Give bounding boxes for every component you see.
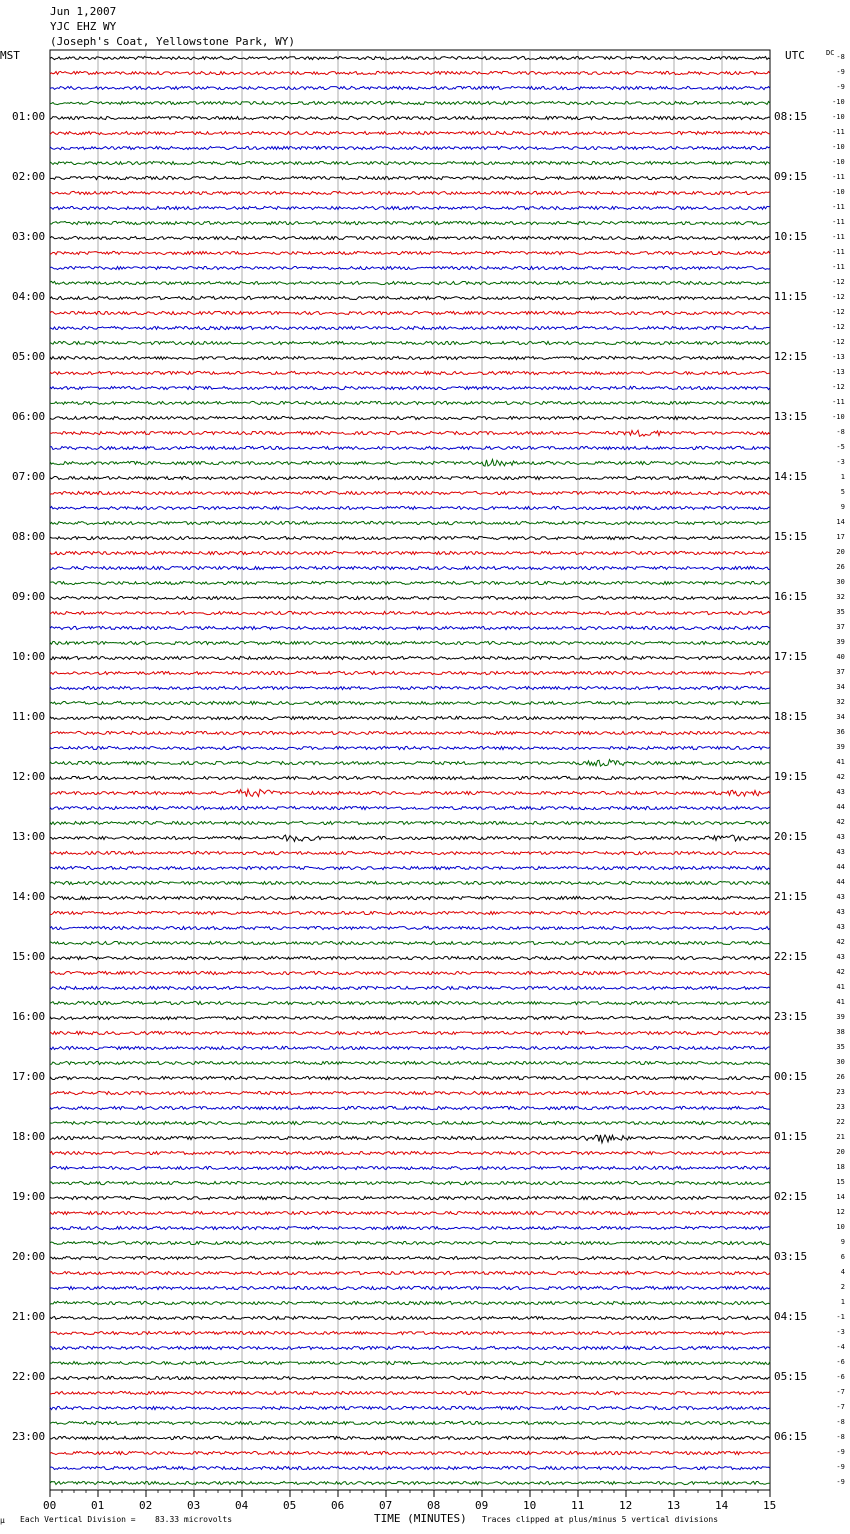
trace-line — [50, 956, 770, 959]
dc-offset-label: -12 — [832, 278, 845, 286]
dc-offset-label: -10 — [832, 143, 845, 151]
trace-line — [50, 1241, 770, 1244]
left-hour-label: 12:00 — [12, 770, 46, 783]
trace-line — [50, 459, 770, 466]
dc-offset-label: -6 — [836, 1358, 845, 1366]
x-tick-label: 00 — [43, 1499, 57, 1512]
x-tick-label: 11 — [571, 1499, 585, 1512]
dc-offset-label: -7 — [836, 1403, 845, 1411]
trace-line — [50, 401, 770, 404]
trace-line — [50, 311, 770, 314]
trace-line — [50, 760, 770, 767]
trace-line — [50, 71, 770, 74]
left-hour-label: 06:00 — [12, 410, 46, 423]
left-hour-label: 10:00 — [12, 650, 46, 663]
dc-offset-label: 1 — [840, 1298, 845, 1306]
dc-offset-label: 35 — [836, 608, 845, 616]
dc-offset-label: -8 — [836, 53, 845, 61]
trace-line — [50, 116, 770, 119]
left-hour-label: 16:00 — [12, 1010, 46, 1023]
right-hour-label: 20:15 — [774, 830, 808, 843]
dc-offset-label: 30 — [836, 1058, 845, 1066]
dc-offset-label: 21 — [836, 1133, 845, 1141]
trace-line — [50, 641, 770, 644]
right-hour-label: 22:15 — [774, 950, 808, 963]
trace-line — [50, 476, 770, 479]
dc-offset-label: -10 — [832, 113, 845, 121]
dc-offset-label: -12 — [832, 293, 845, 301]
x-tick-label: 07 — [379, 1499, 393, 1512]
dc-offset-label: 43 — [836, 788, 845, 796]
left-hour-label: 17:00 — [12, 1070, 46, 1083]
dc-offset-label: 36 — [836, 728, 845, 736]
x-tick-label: 08 — [427, 1499, 441, 1512]
trace-line — [50, 746, 770, 749]
trace-line — [50, 521, 770, 524]
trace-line — [50, 821, 770, 824]
right-timezone-label: UTC — [785, 49, 805, 62]
left-hour-label: 23:00 — [12, 1430, 46, 1443]
dc-offset-label: 37 — [836, 668, 845, 676]
dc-offset-label: -9 — [836, 1463, 845, 1471]
trace-line — [50, 866, 770, 869]
dc-offset-label: 14 — [836, 518, 845, 526]
dc-offset-label: 38 — [836, 1028, 845, 1036]
division-label: Each Vertical Division = — [20, 1515, 136, 1524]
dc-offset-label: -12 — [832, 323, 845, 331]
dc-offset-label: -10 — [832, 98, 845, 106]
right-hour-label: 12:15 — [774, 350, 808, 363]
trace-line — [50, 1181, 770, 1184]
left-hour-label: 18:00 — [12, 1130, 46, 1143]
x-tick-label: 10 — [523, 1499, 537, 1512]
trace-line — [50, 430, 770, 436]
right-hour-label: 16:15 — [774, 590, 808, 603]
trace-line — [50, 926, 770, 929]
dc-offset-label: -3 — [836, 458, 845, 466]
dc-offset-label: -6 — [836, 1373, 845, 1381]
dc-offset-label: 39 — [836, 638, 845, 646]
dc-offset-label: -8 — [836, 1433, 845, 1441]
trace-line — [50, 146, 770, 149]
dc-offset-label: -11 — [832, 203, 845, 211]
dc-offset-label: -8 — [836, 1418, 845, 1426]
right-hour-label: 00:15 — [774, 1070, 808, 1083]
dc-offset-label: -9 — [836, 68, 845, 76]
left-hour-label: 14:00 — [12, 890, 46, 903]
trace-line — [50, 1151, 770, 1154]
trace-line — [50, 1316, 770, 1319]
dc-offset-label: 15 — [836, 1178, 845, 1186]
dc-offset-label: 43 — [836, 953, 845, 961]
trace-line — [50, 731, 770, 734]
trace-line — [50, 1346, 770, 1349]
dc-offset-label: 22 — [836, 1118, 845, 1126]
trace-line — [50, 536, 770, 539]
trace-line — [50, 1031, 770, 1034]
dc-offset-label: 42 — [836, 773, 845, 781]
right-hour-label: 15:15 — [774, 530, 808, 543]
trace-line — [50, 356, 770, 359]
trace-line — [50, 1106, 770, 1109]
x-tick-label: 14 — [715, 1499, 729, 1512]
dc-offset-label: 39 — [836, 743, 845, 751]
trace-line — [50, 1436, 770, 1439]
dc-offset-label: 39 — [836, 1013, 845, 1021]
trace-line — [50, 416, 770, 419]
dc-offset-label: -10 — [832, 188, 845, 196]
dc-offset-label: 17 — [836, 533, 845, 541]
dc-column-label: DC — [826, 49, 835, 57]
trace-line — [50, 941, 770, 944]
dc-offset-label: 44 — [836, 803, 845, 811]
dc-offset-label: 18 — [836, 1163, 845, 1171]
trace-line — [50, 326, 770, 329]
trace-line — [50, 1046, 770, 1049]
trace-line — [50, 1331, 770, 1334]
dc-offset-label: 43 — [836, 893, 845, 901]
left-hour-label: 11:00 — [12, 710, 46, 723]
trace-line — [50, 701, 770, 704]
trace-line — [50, 611, 770, 614]
trace-line — [50, 131, 770, 134]
dc-offset-label: 20 — [836, 1148, 845, 1156]
trace-line — [50, 686, 770, 689]
left-timezone-label: MST — [0, 49, 20, 62]
dc-offset-label: 14 — [836, 1193, 845, 1201]
trace-line — [50, 1166, 770, 1169]
x-tick-label: 05 — [283, 1499, 297, 1512]
dc-offset-label: 23 — [836, 1088, 845, 1096]
right-hour-label: 18:15 — [774, 710, 808, 723]
dc-offset-label: 10 — [836, 1223, 845, 1231]
right-hour-label: 10:15 — [774, 230, 808, 243]
dc-offset-label: -13 — [832, 368, 845, 376]
trace-line — [50, 1121, 770, 1124]
dc-offset-label: 43 — [836, 848, 845, 856]
trace-line — [50, 281, 770, 284]
microvolt-scale-mark: μ — [0, 1516, 5, 1525]
trace-line — [50, 1061, 770, 1064]
left-hour-label: 21:00 — [12, 1310, 46, 1323]
trace-line — [50, 776, 770, 779]
dc-offset-label: -10 — [832, 413, 845, 421]
trace-line — [50, 806, 770, 809]
trace-line — [50, 971, 770, 974]
trace-line — [50, 1481, 770, 1484]
dc-offset-label: -9 — [836, 83, 845, 91]
trace-line — [50, 716, 770, 719]
trace-line — [50, 176, 770, 179]
x-tick-label: 12 — [619, 1499, 633, 1512]
clip-note: Traces clipped at plus/minus 5 vertical divisions — [482, 1515, 719, 1524]
x-tick-label: 03 — [187, 1499, 201, 1512]
right-hour-label: 08:15 — [774, 110, 808, 123]
dc-offset-label: 9 — [840, 1238, 845, 1246]
trace-line — [50, 566, 770, 569]
dc-offset-label: 4 — [840, 1268, 845, 1276]
dc-offset-label: 42 — [836, 938, 845, 946]
trace-line — [50, 296, 770, 299]
dc-offset-label: 32 — [836, 698, 845, 706]
trace-line — [50, 881, 770, 884]
trace-line — [50, 1076, 770, 1079]
trace-line — [50, 446, 770, 449]
trace-line — [50, 161, 770, 164]
trace-line — [50, 1226, 770, 1229]
trace-line — [50, 1361, 770, 1364]
header-date: Jun 1,2007 — [50, 5, 117, 18]
dc-offset-label: -11 — [832, 233, 845, 241]
left-hour-label: 19:00 — [12, 1190, 46, 1203]
right-hour-label: 11:15 — [774, 290, 808, 303]
trace-line — [50, 911, 770, 914]
dc-offset-label: -11 — [832, 128, 845, 136]
dc-offset-label: 41 — [836, 998, 845, 1006]
dc-offset-label: 44 — [836, 863, 845, 871]
trace-line — [50, 851, 770, 854]
dc-offset-label: -11 — [832, 173, 845, 181]
dc-offset-label: 44 — [836, 878, 845, 886]
trace-line — [50, 596, 770, 599]
dc-offset-label: 43 — [836, 923, 845, 931]
header-location: (Joseph's Coat, Yellowstone Park, WY) — [50, 35, 296, 48]
right-hour-label: 17:15 — [774, 650, 808, 663]
trace-line — [50, 1376, 770, 1379]
trace-line — [50, 341, 770, 344]
trace-line — [50, 371, 770, 374]
trace-line — [50, 1451, 770, 1454]
dc-offset-label: -9 — [836, 1478, 845, 1486]
dc-offset-label: -12 — [832, 383, 845, 391]
left-hour-label: 08:00 — [12, 530, 46, 543]
dc-offset-label: 43 — [836, 908, 845, 916]
trace-line — [50, 986, 770, 989]
trace-line — [50, 251, 770, 254]
trace-line — [50, 1301, 770, 1304]
trace-line — [50, 671, 770, 674]
right-hour-label: 23:15 — [774, 1010, 808, 1023]
x-tick-label: 02 — [139, 1499, 153, 1512]
trace-line — [50, 191, 770, 194]
dc-offset-label: -13 — [832, 353, 845, 361]
dc-offset-label: -1 — [836, 1313, 845, 1321]
right-hour-label: 21:15 — [774, 890, 808, 903]
right-hour-label: 05:15 — [774, 1370, 808, 1383]
dc-offset-label: 26 — [836, 563, 845, 571]
trace-line — [50, 789, 770, 796]
dc-offset-label: -10 — [832, 158, 845, 166]
dc-offset-label: 5 — [840, 488, 845, 496]
x-tick-label: 13 — [667, 1499, 681, 1512]
trace-line — [50, 551, 770, 554]
left-hour-label: 04:00 — [12, 290, 46, 303]
trace-line — [50, 1271, 770, 1274]
trace-line — [50, 1211, 770, 1214]
trace-line — [50, 236, 770, 239]
right-hour-label: 14:15 — [774, 470, 808, 483]
trace-line — [50, 266, 770, 269]
x-tick-label: 01 — [91, 1499, 105, 1512]
dc-offset-label: -8 — [836, 428, 845, 436]
trace-line — [50, 835, 770, 841]
left-hour-label: 20:00 — [12, 1250, 46, 1263]
left-hour-label: 05:00 — [12, 350, 46, 363]
trace-line — [50, 1286, 770, 1289]
dc-offset-label: -11 — [832, 218, 845, 226]
trace-line — [50, 206, 770, 209]
dc-offset-label: 20 — [836, 548, 845, 556]
trace-line — [50, 56, 770, 59]
header-station: YJC EHZ WY — [50, 20, 117, 33]
dc-offset-label: -9 — [836, 1448, 845, 1456]
trace-line — [50, 491, 770, 494]
dc-offset-label: 1 — [840, 473, 845, 481]
division-value: 83.33 microvolts — [155, 1515, 233, 1524]
right-hour-label: 13:15 — [774, 410, 808, 423]
x-axis-title: TIME (MINUTES) — [374, 1512, 467, 1525]
left-hour-label: 03:00 — [12, 230, 46, 243]
x-tick-label: 15 — [763, 1499, 777, 1512]
right-hour-label: 19:15 — [774, 770, 808, 783]
right-hour-label: 04:15 — [774, 1310, 808, 1323]
trace-line — [50, 656, 770, 659]
left-hour-label: 07:00 — [12, 470, 46, 483]
dc-offset-label: 41 — [836, 983, 845, 991]
dc-offset-label: 35 — [836, 1043, 845, 1051]
trace-line — [50, 1196, 770, 1199]
dc-offset-label: -3 — [836, 1328, 845, 1336]
dc-offset-label: 2 — [840, 1283, 845, 1291]
x-tick-label: 06 — [331, 1499, 345, 1512]
trace-line — [50, 101, 770, 104]
dc-offset-label: -11 — [832, 398, 845, 406]
trace-line — [50, 1421, 770, 1424]
dc-offset-label: 40 — [836, 653, 845, 661]
dc-offset-label: 37 — [836, 623, 845, 631]
dc-offset-label: 34 — [836, 713, 845, 721]
trace-line — [50, 1016, 770, 1019]
dc-offset-label: -12 — [832, 338, 845, 346]
trace-line — [50, 506, 770, 509]
trace-line — [50, 1091, 770, 1094]
dc-offset-label: 9 — [840, 503, 845, 511]
x-tick-label: 09 — [475, 1499, 489, 1512]
dc-offset-label: -4 — [836, 1343, 845, 1351]
dc-offset-label: 34 — [836, 683, 845, 691]
left-hour-label: 01:00 — [12, 110, 46, 123]
trace-line — [50, 1466, 770, 1469]
dc-offset-label: 41 — [836, 758, 845, 766]
dc-offset-label: -5 — [836, 443, 845, 451]
left-hour-label: 22:00 — [12, 1370, 46, 1383]
left-hour-label: 13:00 — [12, 830, 46, 843]
trace-line — [50, 386, 770, 389]
left-hour-label: 15:00 — [12, 950, 46, 963]
dc-offset-label: 6 — [840, 1253, 845, 1261]
right-hour-label: 09:15 — [774, 170, 808, 183]
trace-line — [50, 86, 770, 89]
right-hour-label: 02:15 — [774, 1190, 808, 1203]
trace-line — [50, 221, 770, 224]
trace-line — [50, 1406, 770, 1409]
trace-line — [50, 626, 770, 629]
left-hour-label: 09:00 — [12, 590, 46, 603]
trace-line — [50, 896, 770, 899]
dc-offset-label: 42 — [836, 818, 845, 826]
dc-offset-label: 23 — [836, 1103, 845, 1111]
trace-line — [50, 1135, 770, 1143]
dc-offset-label: 26 — [836, 1073, 845, 1081]
dc-offset-label: 43 — [836, 833, 845, 841]
dc-offset-label: -7 — [836, 1388, 845, 1396]
dc-offset-label: -12 — [832, 308, 845, 316]
right-hour-label: 03:15 — [774, 1250, 808, 1263]
dc-offset-label: 42 — [836, 968, 845, 976]
right-hour-label: 06:15 — [774, 1430, 808, 1443]
dc-offset-label: -11 — [832, 248, 845, 256]
trace-line — [50, 581, 770, 584]
trace-line — [50, 1391, 770, 1394]
trace-line — [50, 1001, 770, 1004]
dc-offset-label: -11 — [832, 263, 845, 271]
right-hour-label: 01:15 — [774, 1130, 808, 1143]
left-hour-label: 02:00 — [12, 170, 46, 183]
dc-offset-label: 12 — [836, 1208, 845, 1216]
x-tick-label: 04 — [235, 1499, 249, 1512]
dc-offset-label: 32 — [836, 593, 845, 601]
trace-line — [50, 1256, 770, 1259]
dc-offset-label: 30 — [836, 578, 845, 586]
